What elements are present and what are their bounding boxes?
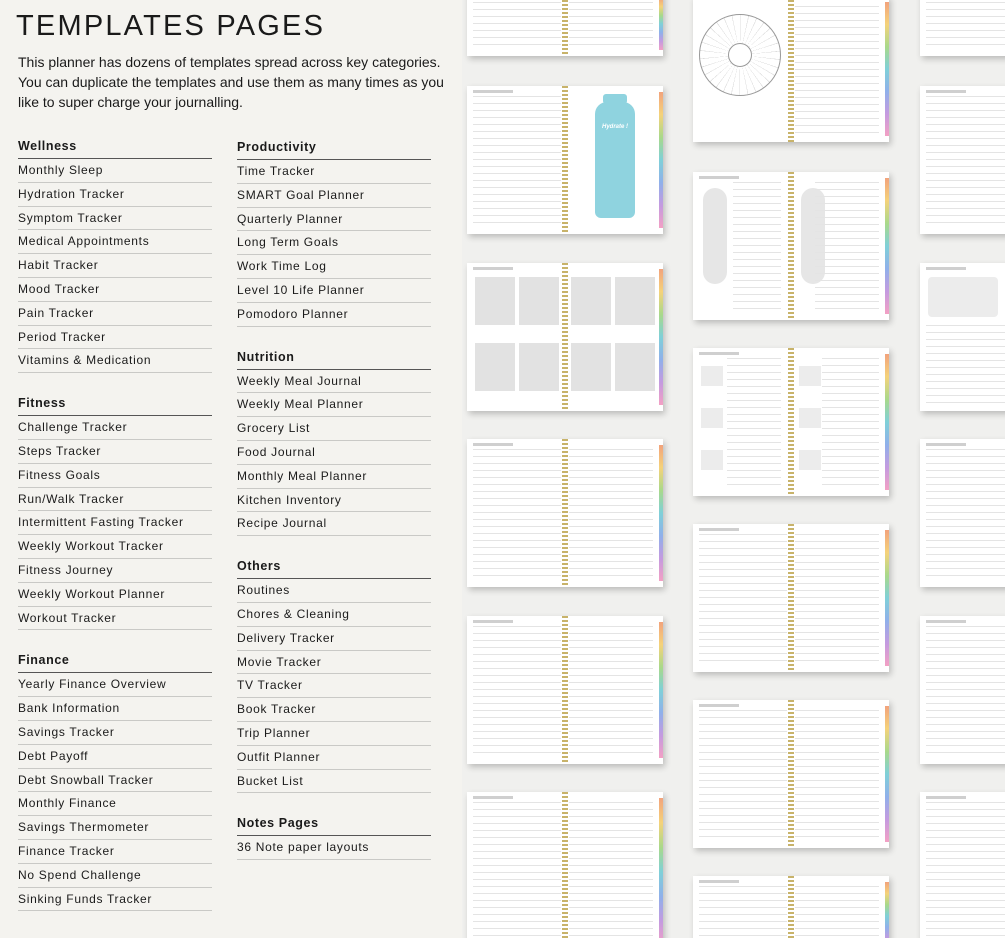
template-preview xyxy=(920,86,1005,234)
template-list-item: Monthly Sleep xyxy=(18,159,212,183)
template-list-item: Grocery List xyxy=(237,417,431,441)
template-list-item: Kitchen Inventory xyxy=(237,489,431,513)
template-list-item: Routines xyxy=(237,579,431,603)
template-preview-vitamins xyxy=(920,616,1005,764)
section-nutrition xyxy=(237,349,431,537)
section-heading: Fitness xyxy=(18,395,212,416)
template-list-item: Trip Planner xyxy=(237,722,431,746)
template-list-item: Savings Thermometer xyxy=(18,816,212,840)
template-list-item: Finance Tracker xyxy=(18,840,212,864)
template-preview xyxy=(920,792,1005,938)
template-list-item: Weekly Meal Planner xyxy=(237,393,431,417)
section-fitness xyxy=(18,395,212,630)
template-preview-fitness-journey xyxy=(467,263,663,411)
template-preview xyxy=(920,439,1005,587)
template-list-item: Symptom Tracker xyxy=(18,207,212,231)
template-list-item: Period Tracker xyxy=(18,326,212,350)
template-list-item: Challenge Tracker xyxy=(18,416,212,440)
template-list-item: Bank Information xyxy=(18,697,212,721)
template-list-item: Fitness Goals xyxy=(18,464,212,488)
section-finance xyxy=(18,652,212,911)
template-list-item: Food Journal xyxy=(237,441,431,465)
template-preview xyxy=(693,876,889,938)
template-preview-trip xyxy=(920,263,1005,411)
template-list-item: No Spend Challenge xyxy=(18,864,212,888)
template-list-item: Hydration Tracker xyxy=(18,183,212,207)
template-list-item: Level 10 Life Planner xyxy=(237,279,431,303)
template-preview-workout xyxy=(693,524,889,672)
template-list-item: Chores & Cleaning xyxy=(237,603,431,627)
category-column-left xyxy=(18,138,212,933)
template-list-item: SMART Goal Planner xyxy=(237,184,431,208)
section-heading: Nutrition xyxy=(237,349,431,370)
section-notes xyxy=(237,815,431,860)
template-preview-gallery xyxy=(462,0,1005,938)
template-preview-pomodoro xyxy=(467,439,663,587)
template-preview xyxy=(467,0,663,56)
template-list-item: Long Term Goals xyxy=(237,231,431,255)
template-list-item: Habit Tracker xyxy=(18,254,212,278)
template-list-item: Vitamins & Medication xyxy=(18,349,212,373)
section-others xyxy=(237,558,431,793)
template-list-item: Debt Payoff xyxy=(18,745,212,769)
section-productivity xyxy=(237,139,431,327)
template-preview-hydration xyxy=(467,86,663,234)
template-preview-food-journal xyxy=(693,700,889,848)
template-list-item: Outfit Planner xyxy=(237,746,431,770)
template-list-item: Weekly Workout Planner xyxy=(18,583,212,607)
template-list-item: Monthly Meal Planner xyxy=(237,465,431,489)
template-list-item: Debt Snowball Tracker xyxy=(18,769,212,793)
intro-text: This planner has dozens of templates spread across key categories. You can duplicate the templates and use them as many times as you like to super charge your journalling. xyxy=(18,54,444,110)
template-preview-challenge xyxy=(467,616,663,764)
template-list-item: Steps Tracker xyxy=(18,440,212,464)
template-list-item: Medical Appointments xyxy=(18,230,212,254)
template-list-item: Weekly Meal Journal xyxy=(237,370,431,394)
template-list-item: Fitness Journey xyxy=(18,559,212,583)
template-list-item: Delivery Tracker xyxy=(237,627,431,651)
template-preview-smart-goal xyxy=(467,792,663,938)
water-bottle-illustration xyxy=(595,102,635,218)
template-list-item: Bucket List xyxy=(237,770,431,794)
template-preview-savings-thermometer xyxy=(693,172,889,320)
bottle-label: Hydrate ! xyxy=(601,124,628,130)
section-heading: Others xyxy=(237,558,431,579)
template-list-item: Savings Tracker xyxy=(18,721,212,745)
world-map-illustration xyxy=(928,277,998,317)
section-heading: Notes Pages xyxy=(237,815,431,836)
template-list-item: Recipe Journal xyxy=(237,512,431,536)
section-wellness xyxy=(18,138,212,373)
category-column-right xyxy=(237,139,431,882)
template-list-item: Weekly Workout Tracker xyxy=(18,535,212,559)
template-list-item: Intermittent Fasting Tracker xyxy=(18,511,212,535)
template-list-item: Sinking Funds Tracker xyxy=(18,888,212,912)
section-heading: Finance xyxy=(18,652,212,673)
template-list-item: Quarterly Planner xyxy=(237,208,431,232)
page-title: TEMPLATES PAGES xyxy=(16,10,326,42)
template-list-item: Pomodoro Planner xyxy=(237,303,431,327)
template-list-item: Yearly Finance Overview xyxy=(18,673,212,697)
template-list-item: Pain Tracker xyxy=(18,302,212,326)
sleep-wheel xyxy=(699,14,781,96)
template-preview-sleep xyxy=(693,0,889,142)
template-list-item: Mood Tracker xyxy=(18,278,212,302)
template-preview xyxy=(920,0,1005,56)
template-list-item: TV Tracker xyxy=(237,674,431,698)
template-list-item: Movie Tracker xyxy=(237,651,431,675)
template-list-item: Book Tracker xyxy=(237,698,431,722)
template-list-item: Work Time Log xyxy=(237,255,431,279)
section-heading: Wellness xyxy=(18,138,212,159)
section-heading: Productivity xyxy=(237,139,431,160)
template-list-item: Run/Walk Tracker xyxy=(18,488,212,512)
template-list-item: Monthly Finance xyxy=(18,792,212,816)
template-list-item: Workout Tracker xyxy=(18,607,212,631)
template-list-panel xyxy=(0,0,462,938)
template-list-item: 36 Note paper layouts xyxy=(237,836,431,860)
template-list-item: Time Tracker xyxy=(237,160,431,184)
template-preview-tracker xyxy=(693,348,889,496)
